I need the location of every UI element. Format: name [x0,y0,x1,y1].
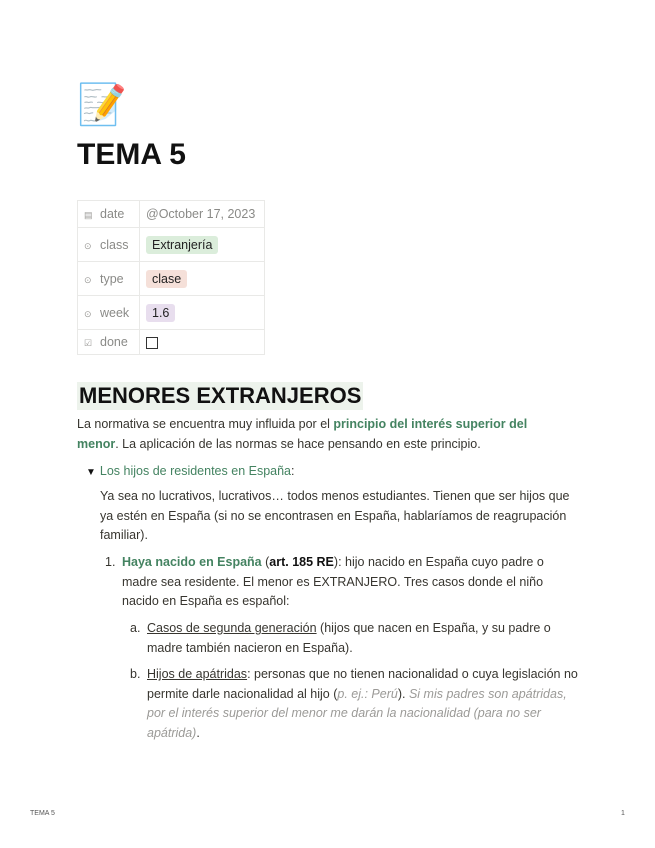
week-tag[interactable]: 1.6 [146,304,175,322]
footer-title: TEMA 5 [30,810,55,817]
text: La normativa se encuentra muy influida por el [77,417,334,431]
property-class [78,228,265,262]
property-key: class [100,237,129,252]
toggle-label: Los hijos de residentes en España [99,464,292,478]
done-checkbox[interactable] [146,337,158,349]
list-marker: a. [130,621,141,635]
toggle-triangle-icon[interactable]: ▼ [86,467,96,478]
intro-paragraph [77,415,567,454]
text: . La aplicación de las normas se hace pensando en este principio. [115,436,481,451]
article-ref: art. 185 RE [269,555,334,569]
class-tag[interactable]: Extranjería [146,236,218,254]
select-icon: ⊙ [84,240,92,251]
list-marker: 1. [105,555,116,569]
text: : [291,464,295,478]
checkbox-icon: ☑ [84,338,93,348]
property-value[interactable]: @October 17, 2023 [140,201,265,228]
properties-table [77,200,265,355]
list-marker: b. [130,667,141,681]
text: ): hijo nacido en España cuyo padre o madre sea residente. El menor es EXTRANJERO. Tres casos donde el niño nacido en España es español: [122,555,544,608]
select-icon: ⊙ [84,308,92,319]
text: : personas que no tienen nacionalidad o cuya legislación no permite darle nacionalidad al hijo ( [147,667,578,701]
calendar-icon: ▤ [84,210,93,220]
property-week [78,296,265,330]
property-date [78,201,265,228]
section-heading: MENORES EXTRANJEROS [79,383,362,408]
note-text: Si mis padres son apátridas, por el interés superior del menor me darán la nacionalidad (para no ser apátrida) [147,686,567,740]
property-key: date [100,207,125,221]
property-type [78,262,265,296]
toggle-block[interactable] [86,462,295,483]
text: ( [261,555,270,569]
text: (hijos que nacen en España, y su padre o madre también nacieron en España). [147,621,551,655]
page-emoji-icon: 📝 [77,83,127,127]
page-title: TEMA 5 [77,138,186,171]
property-key: type [100,271,124,286]
text: . [196,725,200,740]
list-item [105,553,575,613]
highlight-text: principio del interés superior del menor [77,417,528,451]
select-icon: ⊙ [84,274,92,285]
text: ). [397,686,409,701]
page-number: 1 [621,810,625,817]
toggle-content: Ya sea no lucrativos, lucrativos… todos menos estudiantes. Tienen que ser hijos que ya estén en España (si no se encontrasen en España, hablaríamos de reagrupación familiar). [100,489,570,542]
property-key: week [100,305,130,320]
underlined-text: Casos de segunda generación [147,621,317,635]
property-key: done [100,335,128,349]
property-done [78,330,265,355]
highlight-text: Haya nacido en España [122,555,262,569]
example-text: p. ej.: Perú [337,686,398,701]
type-tag[interactable]: clase [146,270,187,288]
underlined-text: Hijos de apátridas [147,667,248,681]
